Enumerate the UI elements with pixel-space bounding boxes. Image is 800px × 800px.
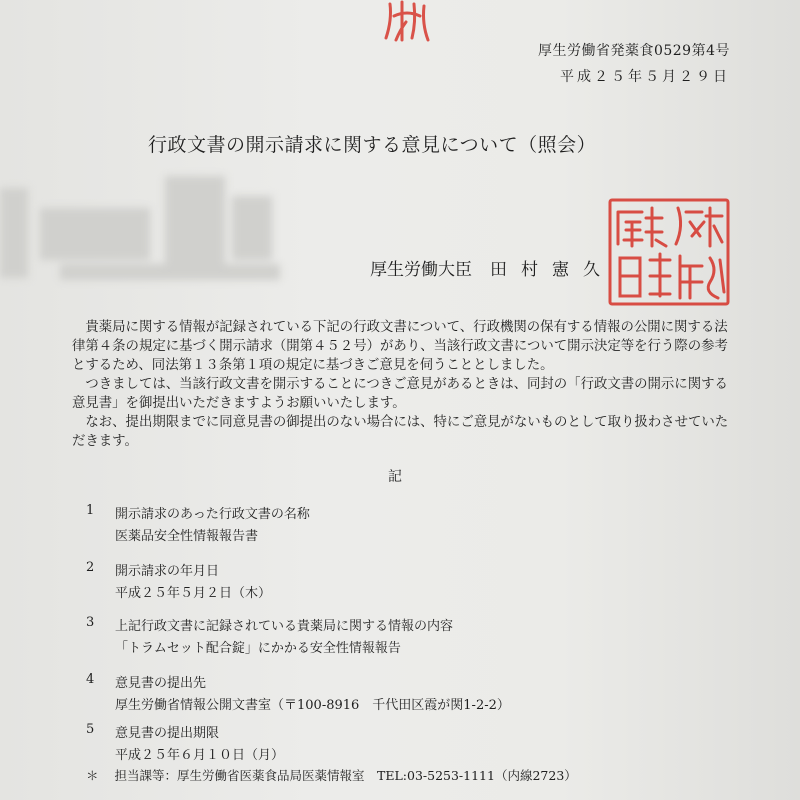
contact-line [86, 766, 577, 784]
item-detail: 平成２５年５月２日（木） [115, 586, 272, 601]
sender-line [370, 255, 614, 280]
body-paragraph: つきましては、当該行政文書を開示することにつきご意見があるときは、同封の「行政文書の開示に関する意見書」を御提出いただきますようお願いいたします。 [72, 377, 728, 411]
sender-name: 田村憲久 [490, 260, 614, 280]
document-title: 行政文書の開示請求に関する意見について（照会） [148, 134, 597, 156]
item-detail: 厚生労働省情報公開文書室（〒100-8916 千代田区霞が関1-2-2） [115, 698, 510, 713]
item-number: 1 [86, 503, 95, 518]
contact-text: 担当課等：厚生労働省医薬食品局医薬情報室 TEL:03-5253-1111（内線2723） [114, 768, 577, 783]
item-heading: 開示請求のあった行政文書の名称 [115, 507, 310, 522]
item-heading: 上記行政文書に記録されている貴薬局に関する情報の内容 [115, 619, 454, 634]
item-detail: 「トラムセット配合錠」にかかる安全性情報報告 [115, 641, 401, 656]
item-heading: 意見書の提出先 [115, 676, 207, 691]
item-number: 4 [86, 672, 95, 687]
body-paragraph: 貴薬局に関する情報が記録されている下記の行政文書について、行政機関の保有する情報の公開に関する法律第４条の規定に基づく開示請求（開第４５２号）があり、当該行政文書について開示決定等を行う際の参考とするため、同法第１３条第１項の規定に基づきご意見を伺うこととしました。 [72, 320, 728, 373]
item-number: 3 [86, 615, 95, 630]
item-heading: 開示請求の年月日 [115, 564, 220, 579]
item-heading: 意見書の提出期限 [115, 726, 220, 741]
contact-marker: ＊ [86, 768, 99, 783]
body-paragraph: なお、提出期限までに同意見書の御提出のない場合には、特にご意見がないものとして取り扱わさせていただきます。 [72, 415, 729, 449]
item-number: 2 [86, 560, 95, 575]
ki-heading: 記 [388, 469, 402, 485]
sender-role: 厚生労働大臣 [370, 260, 472, 280]
document-date: 平成２５年５月２９日 [560, 69, 730, 85]
body-text [72, 318, 740, 451]
redacted-recipient [0, 168, 310, 288]
top-seal-stamp [372, 0, 442, 45]
official-seal-stamp [606, 196, 732, 308]
item-number: 5 [86, 722, 95, 737]
document-number: 厚生労働省発薬食0529第4号 [537, 43, 730, 59]
item-detail: 医薬品安全性情報報告書 [115, 529, 259, 544]
item-detail: 平成２５年６月１０日（月） [115, 748, 285, 763]
